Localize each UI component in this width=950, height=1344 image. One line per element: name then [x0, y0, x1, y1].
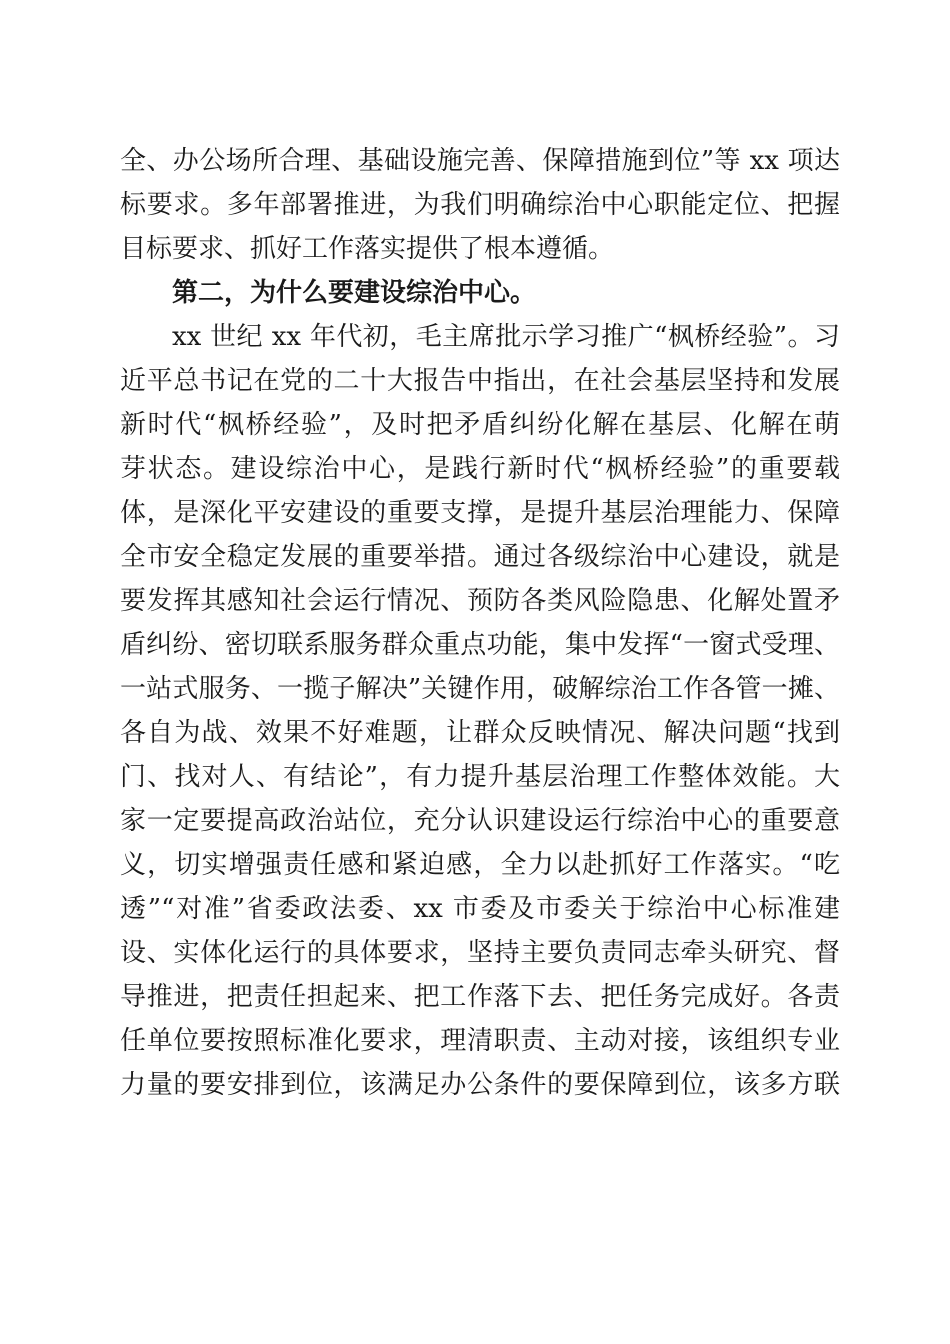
paragraph-1-line: 标要求。多年部署推进，为我们明确综治中心职能定位、把握 — [120, 190, 840, 220]
paragraph-2-line: 义，切实增强责任感和紧迫感，全力以赴抓好工作落实。“吃 — [120, 850, 840, 880]
paragraph-2-line: 全市安全稳定发展的重要举措。通过各级综治中心建设，就是 — [120, 542, 840, 572]
paragraph-2-line: 近平总书记在党的二十大报告中指出，在社会基层坚持和发展 — [120, 366, 840, 396]
paragraph-1-line: 目标要求、抓好工作落实提供了根本遵循。 — [120, 234, 615, 264]
paragraph-2-line: 体，是深化平安建设的重要支撑，是提升基层治理能力、保障 — [120, 498, 840, 528]
paragraph-2-line: 盾纠纷、密切联系服务群众重点功能，集中发挥“一窗式受理、 — [120, 630, 840, 660]
paragraph-2-line: xx 世纪 xx 年代初，毛主席批示学习推广“枫桥经验”。习 — [172, 322, 840, 352]
paragraph-2-line: 芽状态。建设综治中心，是践行新时代“枫桥经验”的重要载 — [120, 454, 840, 484]
paragraph-2-line: 家一定要提高政治站位，充分认识建设运行综治中心的重要意 — [120, 806, 840, 836]
paragraph-1-line: 全、办公场所合理、基础设施完善、保障措施到位”等 xx 项达 — [120, 146, 840, 176]
paragraph-2-line: 设、实体化运行的具体要求，坚持主要负责同志牵头研究、督 — [120, 938, 840, 968]
paragraph-2-line: 任单位要按照标准化要求，理清职责、主动对接，该组织专业 — [120, 1026, 840, 1056]
paragraph-2-line: 力量的要安排到位，该满足办公条件的要保障到位，该多方联 — [120, 1070, 840, 1100]
paragraph-2-line: 要发挥其感知社会运行情况、预防各类风险隐患、化解处置矛 — [120, 586, 840, 616]
paragraph-2-line: 透”“对准”省委政法委、xx 市委及市委关于综治中心标准建 — [120, 894, 840, 924]
paragraph-2-line: 门、找对人、有结论”，有力提升基层治理工作整体效能。大 — [120, 762, 840, 792]
paragraph-2-line: 新时代“枫桥经验”，及时把矛盾纠纷化解在基层、化解在萌 — [120, 410, 840, 440]
document-body — [120, 139, 840, 1107]
paragraph-2-line: 导推进，把责任担起来、把工作落下去、把任务完成好。各责 — [120, 982, 840, 1012]
section-heading: 第二，为什么要建设综治中心。 — [172, 278, 537, 308]
paragraph-2-line: 各自为战、效果不好难题，让群众反映情况、解决问题“找到 — [120, 718, 840, 748]
paragraph-2-line: 一站式服务、一揽子解决”关键作用，破解综治工作各管一摊、 — [120, 674, 840, 704]
